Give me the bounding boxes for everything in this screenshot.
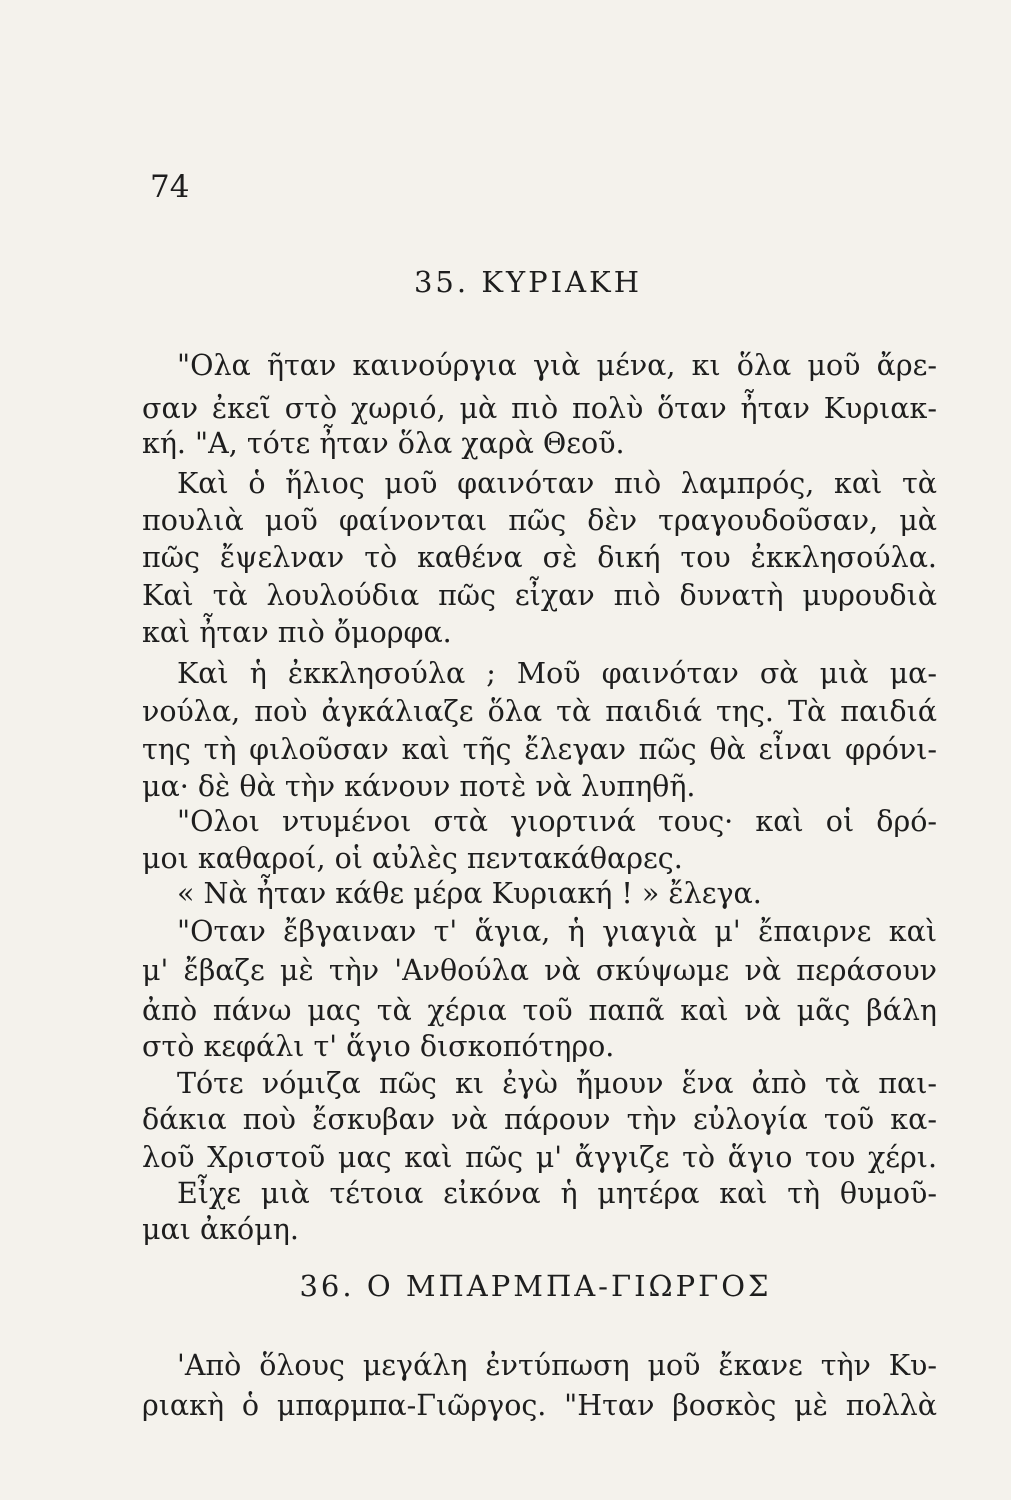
text-line: Καὶ τὰ λουλούδια πῶς εἶχαν πιὸ δυνατὴ μυρουδιὰ [142, 579, 937, 612]
text-line: πῶς ἔψελναν τὸ καθένα σὲ δική του ἐκκλησούλα. [142, 541, 937, 574]
section-title-kyriaki: 35. ΚΥΡΙΑΚΗ [413, 265, 642, 299]
text-line: καὶ ἦταν πιὸ ὄμορφα. [142, 616, 452, 649]
text-line: "Οταν ἔβγαιναν τ' ἅγια, ἡ γιαγιὰ μ' ἔπαιρνε καὶ [177, 915, 937, 948]
section-title-barba-giorgos: 36. Ο ΜΠΑΡΜΠΑ-ΓΙΩΡΓΟΣ [299, 1269, 772, 1303]
text-line: « Νὰ ἦταν κάθε μέρα Κυριακή ! » ἔλεγα. [177, 877, 762, 910]
text-line: σαν ἐκεῖ στὸ χωριό, μὰ πιὸ πολὺ ὅταν ἦταν Κυριακ- [142, 392, 937, 425]
text-line: μα· δὲ θὰ τὴν κάνουν ποτὲ νὰ λυπηθῆ. [142, 770, 696, 803]
text-line: μαι ἀκόμη. [142, 1213, 299, 1246]
text-line: κή. "Α, τότε ἦταν ὅλα χαρὰ Θεοῦ. [142, 427, 625, 460]
text-line: Καὶ ὁ ἥλιος μοῦ φαινόταν πιὸ λαμπρός, καὶ τὰ [177, 467, 937, 500]
text-line: ἀπὸ πάνω μας τὰ χέρια τοῦ παπᾶ καὶ νὰ μᾶς βάλη [142, 994, 937, 1027]
text-line: μ' ἔβαζε μὲ τὴν 'Ανθούλα νὰ σκύψωμε νὰ περάσουν [142, 954, 937, 987]
text-line: Καὶ ἡ ἐκκλησούλα ; Μοῦ φαινόταν σὰ μιὰ μα- [177, 657, 937, 690]
text-line: πουλιὰ μοῦ φαίνονται πῶς δὲν τραγουδοῦσαν, μὰ [142, 504, 937, 537]
text-line: ριακὴ ὁ μπαρμπα-Γιῶργος. "Ηταν βοσκὸς μὲ πολλὰ [142, 1389, 937, 1422]
text-line: λοῦ Χριστοῦ μας καὶ πῶς μ' ἄγγιζε τὸ ἅγιο του χέρι. [142, 1141, 937, 1174]
text-line: 'Απὸ ὅλους μεγάλη ἐντύπωση μοῦ ἔκανε τὴν Κυ- [177, 1349, 937, 1382]
text-line: Τότε νόμιζα πῶς κι ἐγὼ ἤμουν ἕνα ἀπὸ τὰ παι- [177, 1067, 937, 1100]
text-line: της τὴ φιλοῦσαν καὶ τῆς ἔλεγαν πῶς θὰ εἶναι φρόνι- [142, 733, 937, 766]
page-number: 74 [150, 169, 190, 205]
text-line: στὸ κεφάλι τ' ἅγιο δισκοπότηρο. [142, 1030, 615, 1063]
text-line: νούλα, ποὺ ἀγκάλιαζε ὅλα τὰ παιδιά της. Τὰ παιδιά [142, 695, 937, 728]
text-line: "Ολοι ντυμένοι στὰ γιορτινά τους· καὶ οἱ δρό- [177, 805, 937, 838]
text-line: Εἶχε μιὰ τέτοια εἰκόνα ἡ μητέρα καὶ τὴ θυμοῦ- [177, 1177, 937, 1210]
text-line: δάκια ποὺ ἔσκυβαν νὰ πάρουν τὴν εὐλογία τοῦ κα- [142, 1103, 937, 1136]
text-line: "Ολα ῆταν καινούργια γιὰ μένα, κι ὅλα μοῦ ἄρε- [177, 349, 937, 382]
text-line: μοι καθαροί, οἱ αὐλὲς πεντακάθαρες. [142, 842, 683, 875]
